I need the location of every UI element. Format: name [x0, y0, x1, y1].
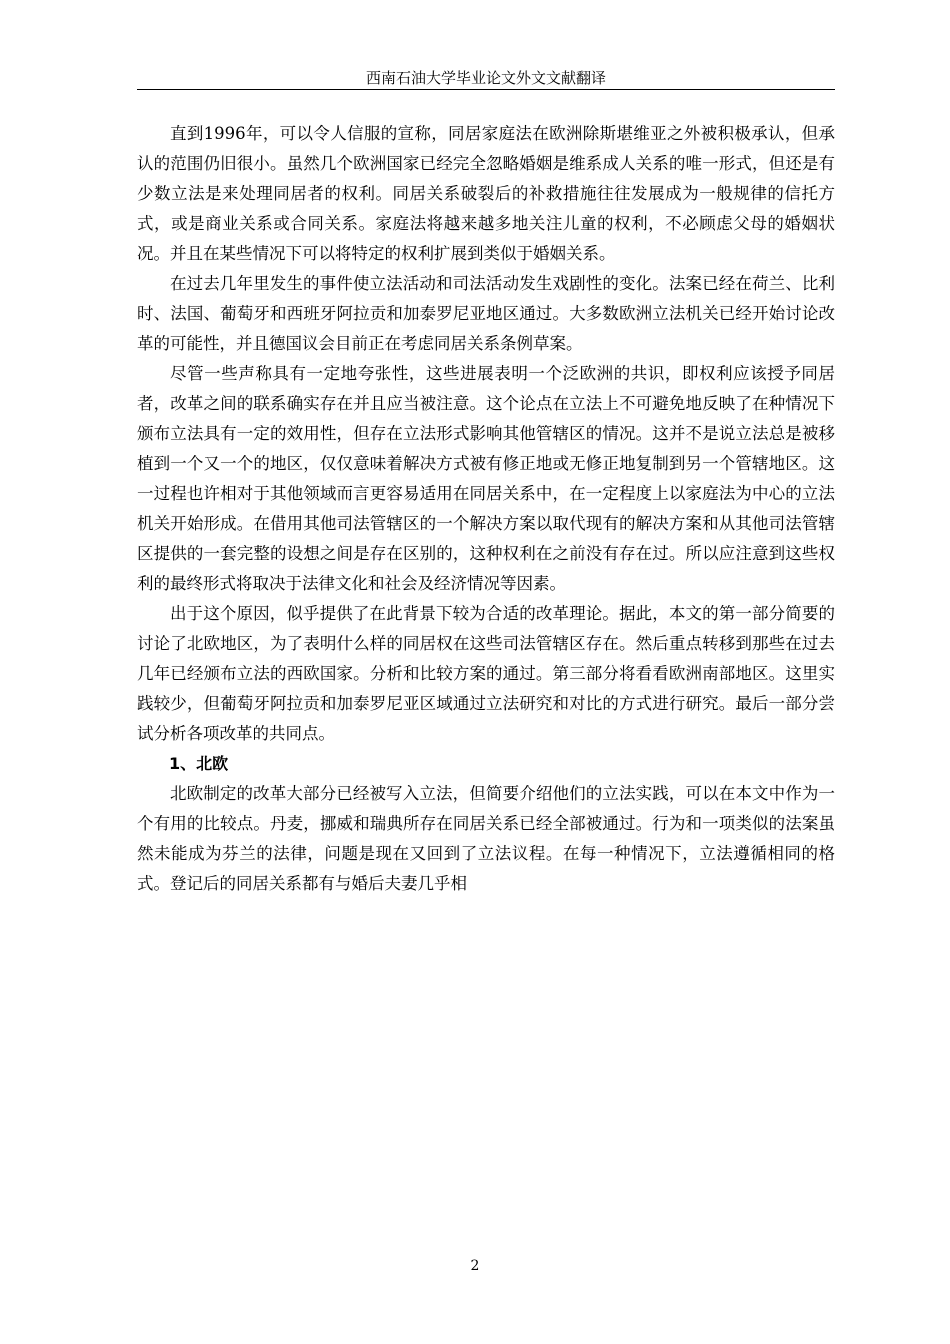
section-paragraph: 北欧制定的改革大部分已经被写入立法，但简要介绍他们的立法实践，可以在本文中作为一个有用的比较点。丹麦，挪威和瑞典所存在同居关系已经全部被通过。行为和一项类似的法案虽然未能成为芬兰的法律，问题是现在又回到了立法议程。在每一种情况下，立法遵循相同的格式。登记后的同居关系都有与婚后夫妻几乎相 — [137, 784, 835, 893]
page-number: 2 — [470, 1258, 480, 1274]
header-rule — [137, 89, 835, 90]
document-body — [137, 119, 835, 899]
paragraph-3: 尽管一些声称具有一定地夸张性，这些进展表明一个泛欧洲的共识，即权利应该授予同居者，改革之间的联系确实存在并且应当被注意。这个论点在立法上不可避免地反映了在种情况下颁布立法具有一定的效用性，但存在立法形式影响其他管辖区的情况。这并不是说立法总是被移植到一个又一个的地区，仅仅意味着解决方式被有修正地或无修正地复制到另一个管辖地区。这一过程也许相对于其他领域而言更容易适用在同居关系中，在一定程度上以家庭法为中心的立法机关开始形成。在借用其他司法管辖区的一个解决方案以取代现有的解决方案和从其他司法管辖区提供的一套完整的设想之间是存在区别的，这种权利在之前没有存在过。所以应注意到这些权利的最终形式将取决于法律文化和社会及经济情况等因素。 — [137, 364, 835, 593]
paragraph-4: 出于这个原因，似乎提供了在此背景下较为合适的改革理论。据此，本文的第一部分简要的讨论了北欧地区，为了表明什么样的同居权在这些司法管辖区存在。然后重点转移到那些在过去几年已经颁布立法的西欧国家。分析和比较方案的通过。第三部分将看看欧洲南部地区。这里实践较少，但葡萄牙阿拉贡和加泰罗尼亚区域通过立法研究和对比的方式进行研究。最后一部分尝试分析各项改革的共同点。 — [137, 604, 835, 743]
running-header: 西南石油大学毕业论文外文文献翻译 — [365, 69, 606, 87]
paragraph-1: 直到1996年，可以令人信服的宣称，同居家庭法在欧洲除斯堪维亚之外被积极承认，但承认的范围仍旧很小。虽然几个欧洲国家已经完全忽略婚姻是维系成人关系的唯一形式，但还是有少数立法是来处理同居者的权利。同居关系破裂后的补救措施往往发展成为一般规律的信托方式，或是商业关系或合同关系。家庭法将越来越多地关注儿童的权利，不必顾虑父母的婚姻状况。并且在某些情况下可以将特定的权利扩展到类似于婚姻关系。 — [137, 124, 835, 263]
section-heading: 1、北欧 — [169, 754, 229, 773]
paragraph-2: 在过去几年里发生的事件使立法活动和司法活动发生戏剧性的变化。法案已经在荷兰、比利时、法国、葡萄牙和西班牙阿拉贡和加泰罗尼亚地区通过。大多数欧洲立法机关已经开始讨论改革的可能性，并且德国议会目前正在考虑同居关系条例草案。 — [137, 274, 835, 353]
